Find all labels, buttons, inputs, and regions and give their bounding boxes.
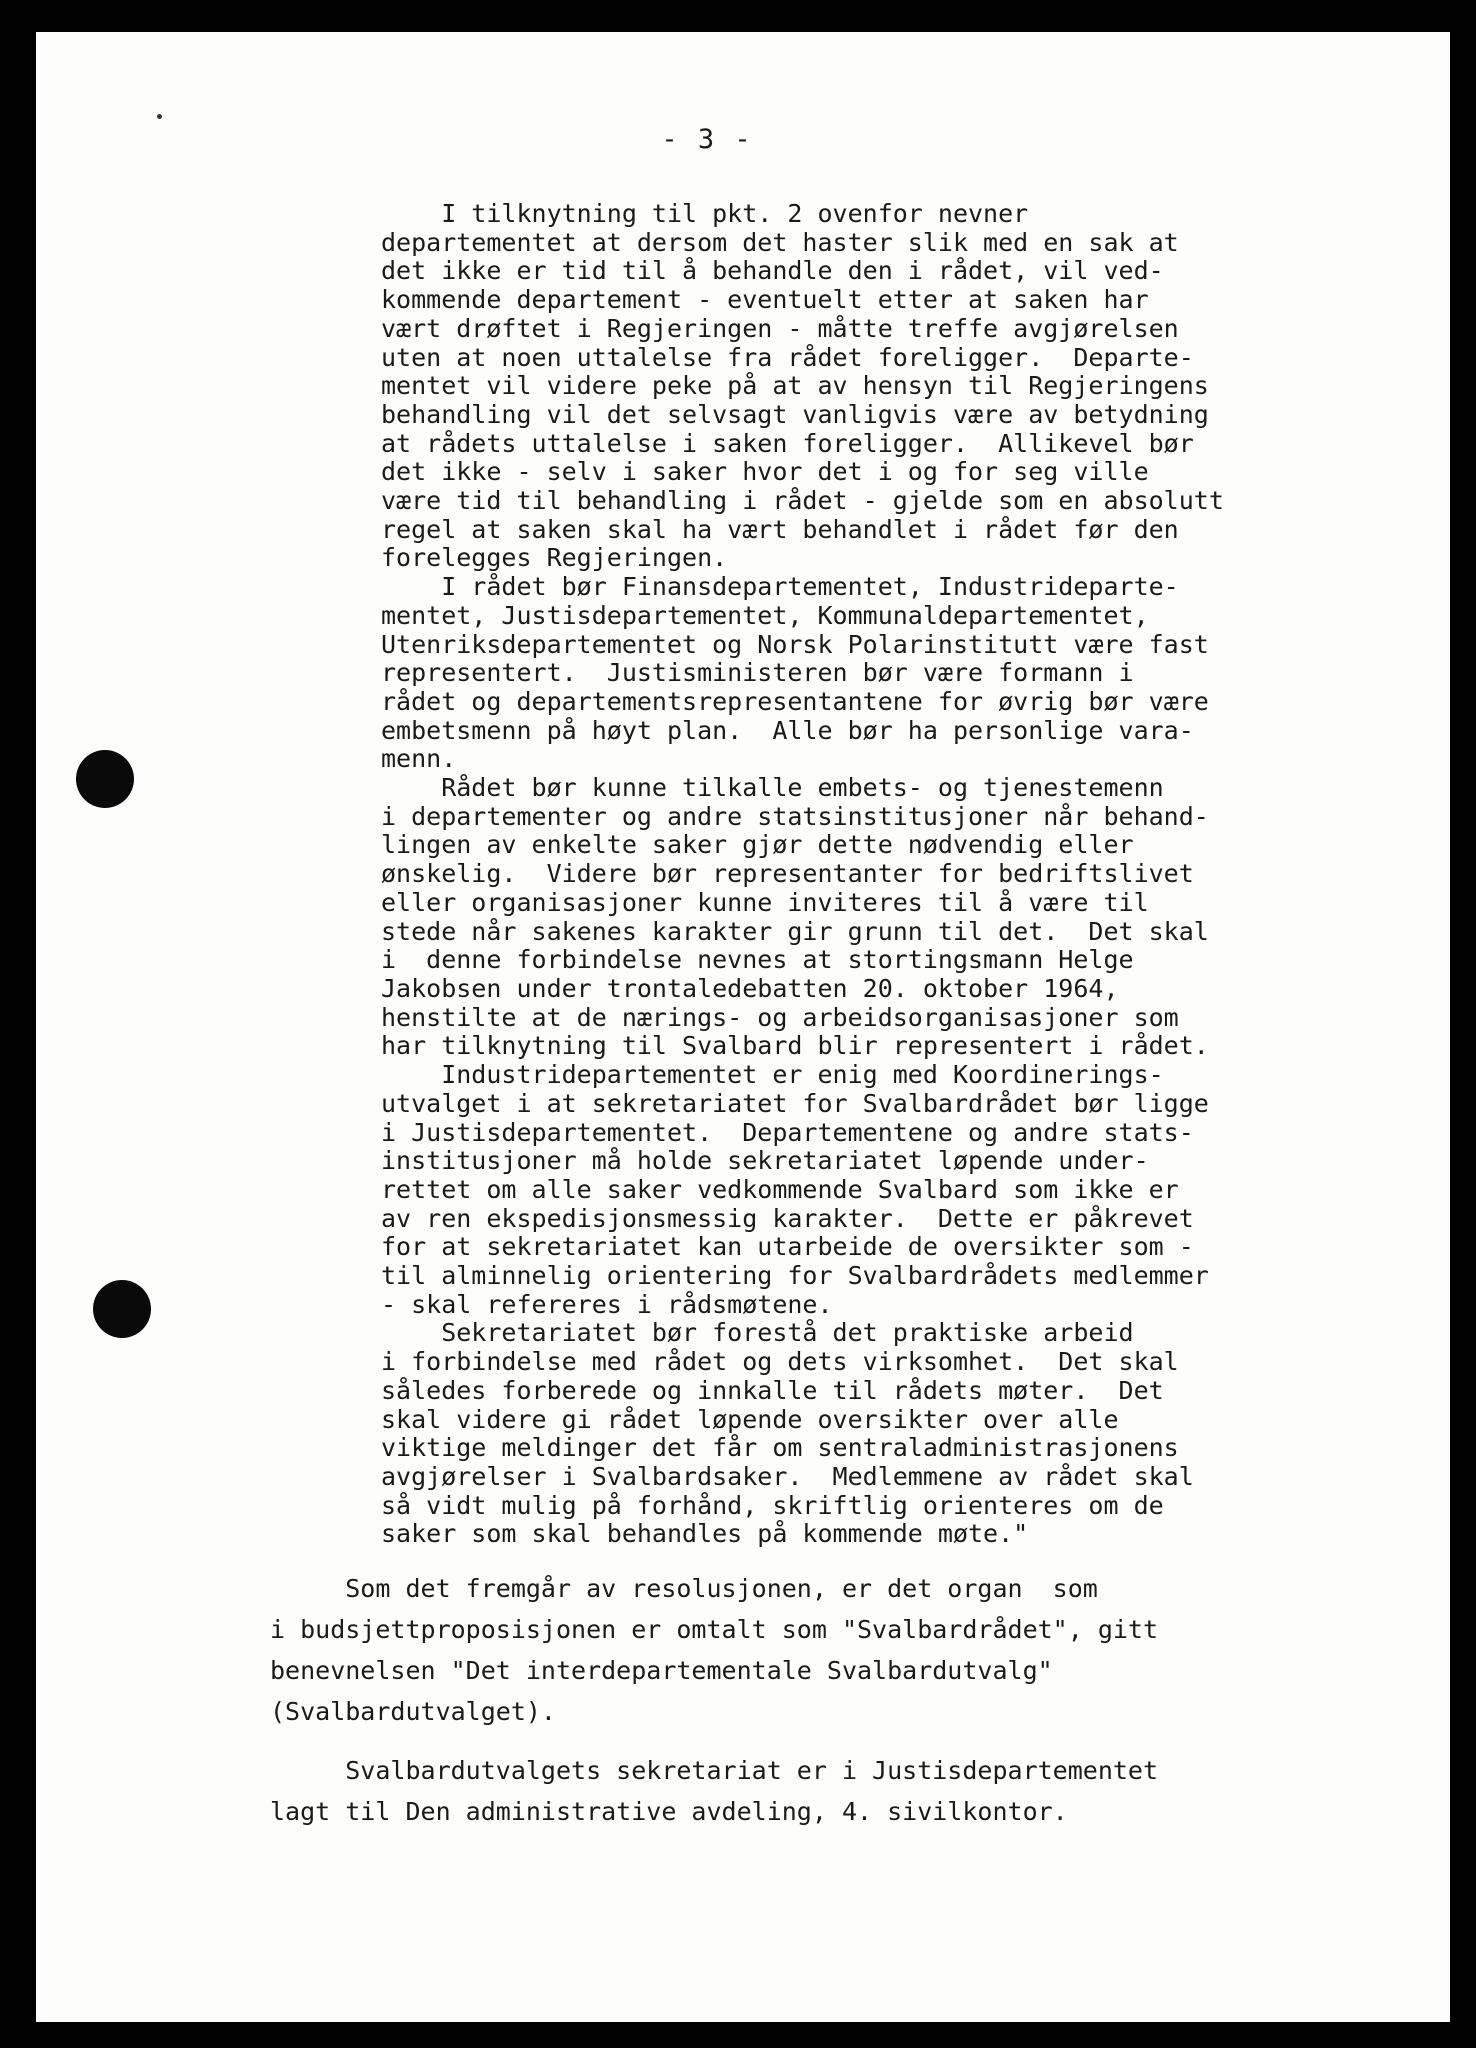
text-line: Jakobsen under trontaledebatten 20. oktober 1964, xyxy=(381,973,1119,1003)
text-line: at rådets uttalelse i saken foreligger. Allikevel bør xyxy=(381,428,1194,458)
text-line: lingen av enkelte saker gjør dette nødvendig eller xyxy=(381,830,1134,860)
text-line: har tilknytning til Svalbard blir representert i rådet. xyxy=(381,1031,1209,1061)
quoted-resolution-text xyxy=(381,200,1361,1549)
text-line: saker som skal behandles på kommende møte." xyxy=(381,1519,1029,1549)
text-line: departementet at dersom det haster slik med en sak at xyxy=(381,227,1179,257)
page-number: - 3 - xyxy=(661,124,753,155)
text-line: i Justisdepartementet. Departementene og andre stats- xyxy=(381,1117,1194,1147)
text-line: i budsjettproposisjonen er omtalt som "Svalbardrådet", gitt xyxy=(270,1615,1159,1644)
text-line: av ren ekspedisjonsmessig karakter. Dette er påkrevet xyxy=(381,1203,1194,1233)
text-line: - skal refereres i rådsmøtene. xyxy=(381,1289,833,1319)
text-line: mentet vil videre peke på at av hensyn til Regjeringens xyxy=(381,371,1209,401)
text-line: i denne forbindelse nevnes at stortingsmann Helge xyxy=(381,945,1134,975)
text-line: således forberede og innkalle til rådets møter. Det xyxy=(381,1375,1164,1405)
text-line: embetsmenn på høyt plan. Alle bør ha personlige vara- xyxy=(381,715,1194,745)
text-line: mentet, Justisdepartementet, Kommunaldepartementet, xyxy=(381,600,1149,630)
text-line: Svalbardutvalgets sekretariat er i Justisdepartementet xyxy=(270,1756,1159,1785)
text-line: regel at saken skal ha vært behandlet i rådet før den xyxy=(381,514,1179,544)
text-line: det ikke er tid til å behandle den i rådet, vil ved- xyxy=(381,256,1164,286)
text-line: behandling vil det selvsagt vanligvis være av betydning xyxy=(381,399,1209,429)
text-line: stede når sakenes karakter gir grunn til det. Det skal xyxy=(381,916,1209,946)
text-line: være tid til behandling i rådet - gjelde som en absolutt xyxy=(381,486,1224,516)
text-line: I tilknytning til pkt. 2 ovenfor nevner xyxy=(381,199,1029,228)
text-line: i departementer og andre statsinstitusjoner når behand- xyxy=(381,801,1209,831)
text-line: institusjoner må holde sekretariatet løpende under- xyxy=(381,1146,1149,1176)
text-line: Utenriksdepartementet og Norsk Polarinstitutt være fast xyxy=(381,629,1209,659)
text-line: (Svalbardutvalget). xyxy=(270,1697,556,1726)
text-line: benevnelsen "Det interdepartementale Svalbardutvalg" xyxy=(270,1656,1053,1685)
text-line: menn. xyxy=(381,744,457,774)
text-line: vært drøftet i Regjeringen - måtte treffe avgjørelsen xyxy=(381,313,1179,343)
body-text xyxy=(270,1568,1370,1832)
text-line: forelegges Regjeringen. xyxy=(381,543,728,573)
text-line: ønskelig. Videre bør representanter for bedriftslivet xyxy=(381,859,1194,889)
text-line: skal videre gi rådet løpende oversikter over alle xyxy=(381,1404,1119,1434)
ink-speck xyxy=(157,114,162,119)
text-line: Som det fremgår av resolusjonen, er det organ som xyxy=(270,1574,1098,1603)
text-line: lagt til Den administrative avdeling, 4. sivilkontor. xyxy=(270,1797,1068,1826)
text-line: viktige meldinger det får om sentraladministrasjonens xyxy=(381,1433,1179,1463)
text-line: I rådet bør Finansdepartementet, Industrideparte- xyxy=(381,572,1179,602)
text-line: til alminnelig orientering for Svalbardrådets medlemmer xyxy=(381,1261,1209,1291)
text-line: i forbindelse med rådet og dets virksomhet. Det skal xyxy=(381,1347,1179,1377)
text-line: utvalget i at sekretariatet for Svalbardrådet bør ligge xyxy=(381,1088,1209,1118)
text-line: uten at noen uttalelse fra rådet foreligger. Departe- xyxy=(381,342,1194,372)
paragraph-gap xyxy=(270,1732,1370,1750)
text-line: kommende departement - eventuelt etter at saken har xyxy=(381,285,1149,315)
text-line: representert. Justisministeren bør være formann i xyxy=(381,658,1134,688)
punch-hole xyxy=(93,1280,151,1338)
text-line: Industridepartementet er enig med Koordinerings- xyxy=(381,1060,1164,1090)
text-line: henstilte at de nærings- og arbeidsorganisasjoner som xyxy=(381,1002,1179,1032)
text-line: så vidt mulig på forhånd, skriftlig orienteres om de xyxy=(381,1490,1164,1520)
text-line: for at sekretariatet kan utarbeide de oversikter som - xyxy=(381,1232,1194,1262)
text-line: rettet om alle saker vedkommende Svalbard som ikke er xyxy=(381,1174,1179,1204)
text-line: avgjørelser i Svalbardsaker. Medlemmene av rådet skal xyxy=(381,1461,1194,1491)
punch-hole xyxy=(76,750,134,808)
text-line: det ikke - selv i saker hvor det i og for seg ville xyxy=(381,457,1149,487)
text-line: Rådet bør kunne tilkalle embets- og tjenestemenn xyxy=(381,773,1164,803)
text-line: eller organisasjoner kunne inviteres til å være til xyxy=(381,887,1149,917)
text-line: Sekretariatet bør forestå det praktiske arbeid xyxy=(381,1318,1134,1348)
document-page xyxy=(36,32,1450,2022)
text-line: rådet og departementsrepresentantene for øvrig bør være xyxy=(381,686,1209,716)
